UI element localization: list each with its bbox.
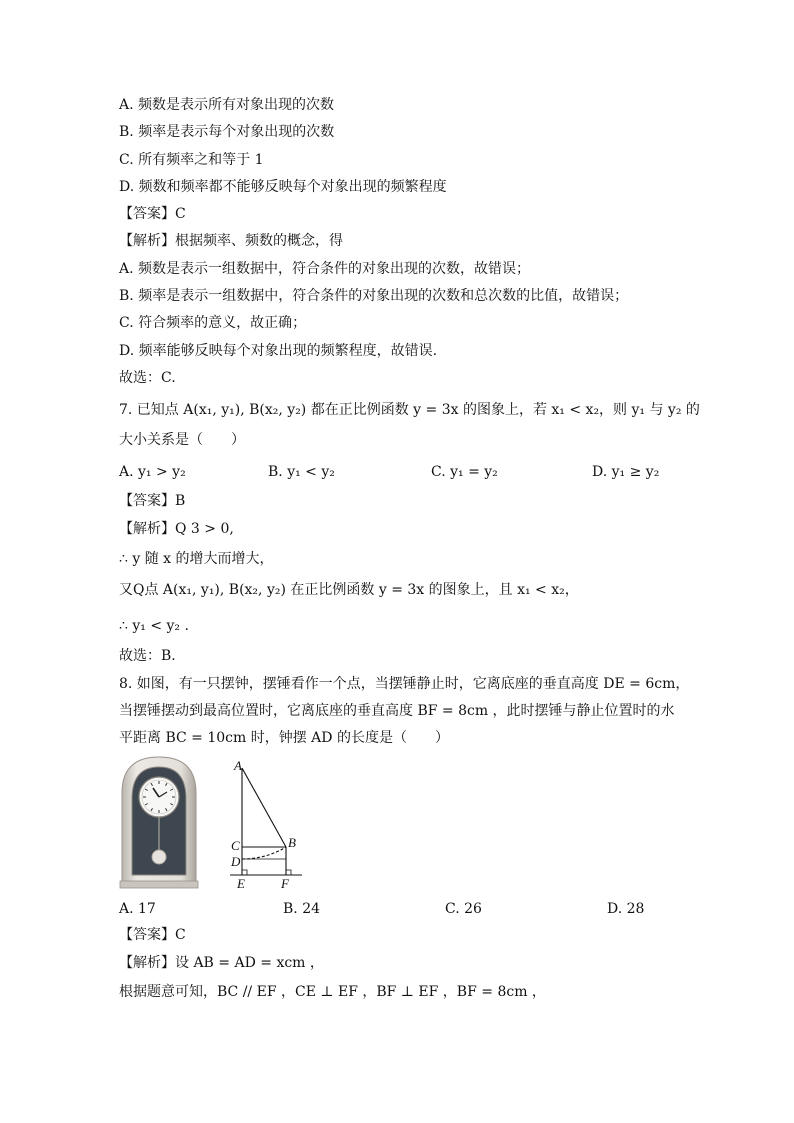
segment-ab <box>242 768 286 847</box>
q6-answer: 【答案】C <box>119 206 186 222</box>
q7-analysis-line1: 【解析】Q 3 > 0, <box>119 521 234 537</box>
q8-option-a: A. 17 <box>119 901 156 917</box>
q6-analysis-d: D. 频率能够反映每个对象出现的频繁程度，故错误. <box>119 343 438 359</box>
right-angle-e <box>242 870 247 875</box>
q6-option-b: B. 频率是表示每个对象出现的次数 <box>119 124 335 140</box>
q7-stem-line1: 7. 已知点 A(x₁, y₁), B(x₂, y₂) 都在正比例函数 y = 3x 的图象上，若 x₁ < x₂，则 y₁ 与 y₂ 的 <box>119 402 700 418</box>
q6-choice: 故选：C. <box>119 370 176 386</box>
q8-analysis-line2: 根据题意可知，BC // EF ，CE ⊥ EF ，BF ⊥ EF ，BF = 8cm ， <box>119 984 546 1000</box>
q8-option-c: C. 26 <box>445 901 482 917</box>
q6-option-c: C. 所有频率之和等于 1 <box>119 152 264 168</box>
q6-analysis-a: A. 频数是表示一组数据中，符合条件的对象出现的次数，故错误； <box>119 261 531 277</box>
pendulum-clock-image <box>118 755 200 890</box>
q7-analysis-line2: ∴ y 随 x 的增大而增大， <box>119 551 274 567</box>
q8-answer: 【答案】C <box>119 927 186 943</box>
label-f: F <box>281 876 289 890</box>
q7-answer: 【答案】B <box>119 493 186 509</box>
label-d: D <box>231 854 241 869</box>
q7-choice: 故选：B. <box>119 648 176 664</box>
q7-analysis-line3: 又Q点 A(x₁, y₁), B(x₂, y₂) 在正比例函数 y = 3x 的图象上，且 x₁ < x₂， <box>119 582 579 598</box>
q7-analysis-line4: ∴ y₁ < y₂ . <box>119 618 189 634</box>
label-a: A <box>234 758 242 773</box>
arc-db <box>242 847 286 859</box>
label-b: B <box>288 835 296 850</box>
q8-analysis-line1: 【解析】设 AB = AD = xcm ， <box>119 955 324 971</box>
q7-option-c: C. y₁ = y₂ <box>431 464 498 480</box>
q6-analysis-intro: 【解析】根据频率、频数的概念，得 <box>119 233 343 249</box>
right-angle-f <box>286 870 291 875</box>
label-c: C <box>231 838 240 853</box>
q8-stem-line2: 当摆锤摆动到最高位置时，它离底座的垂直高度 BF = 8cm ，此时摆锤与静止位置时的水 <box>119 703 675 719</box>
q6-analysis-c: C. 符合频率的意义，故正确； <box>119 315 307 331</box>
q7-option-b: B. y₁ < y₂ <box>268 464 335 480</box>
q6-option-d: D. 频数和频率都不能够反映每个对象出现的频繁程度 <box>119 179 447 195</box>
q8-option-b: B. 24 <box>283 901 321 917</box>
label-e: E <box>237 876 245 890</box>
q7-option-d: D. y₁ ≥ y₂ <box>592 464 660 480</box>
q6-analysis-b: B. 频率是表示一组数据中，符合条件的对象出现的次数和总次数的比值，故错误； <box>119 288 629 304</box>
pendulum-geometry-diagram <box>222 755 304 890</box>
q7-stem-line2: 大小关系是（ ） <box>119 432 245 448</box>
q6-option-a: A. 频数是表示所有对象出现的次数 <box>119 97 335 113</box>
q7-option-a: A. y₁ > y₂ <box>119 464 186 480</box>
q8-stem-line3: 平距离 BC = 10cm 时，钟摆 AD 的长度是（ ） <box>119 730 449 746</box>
q8-option-d: D. 28 <box>607 901 645 917</box>
q8-stem-line1: 8. 如图，有一只摆钟，摆锤看作一个点，当摆锤静止时，它离底座的垂直高度 DE = 6cm， <box>119 676 690 692</box>
